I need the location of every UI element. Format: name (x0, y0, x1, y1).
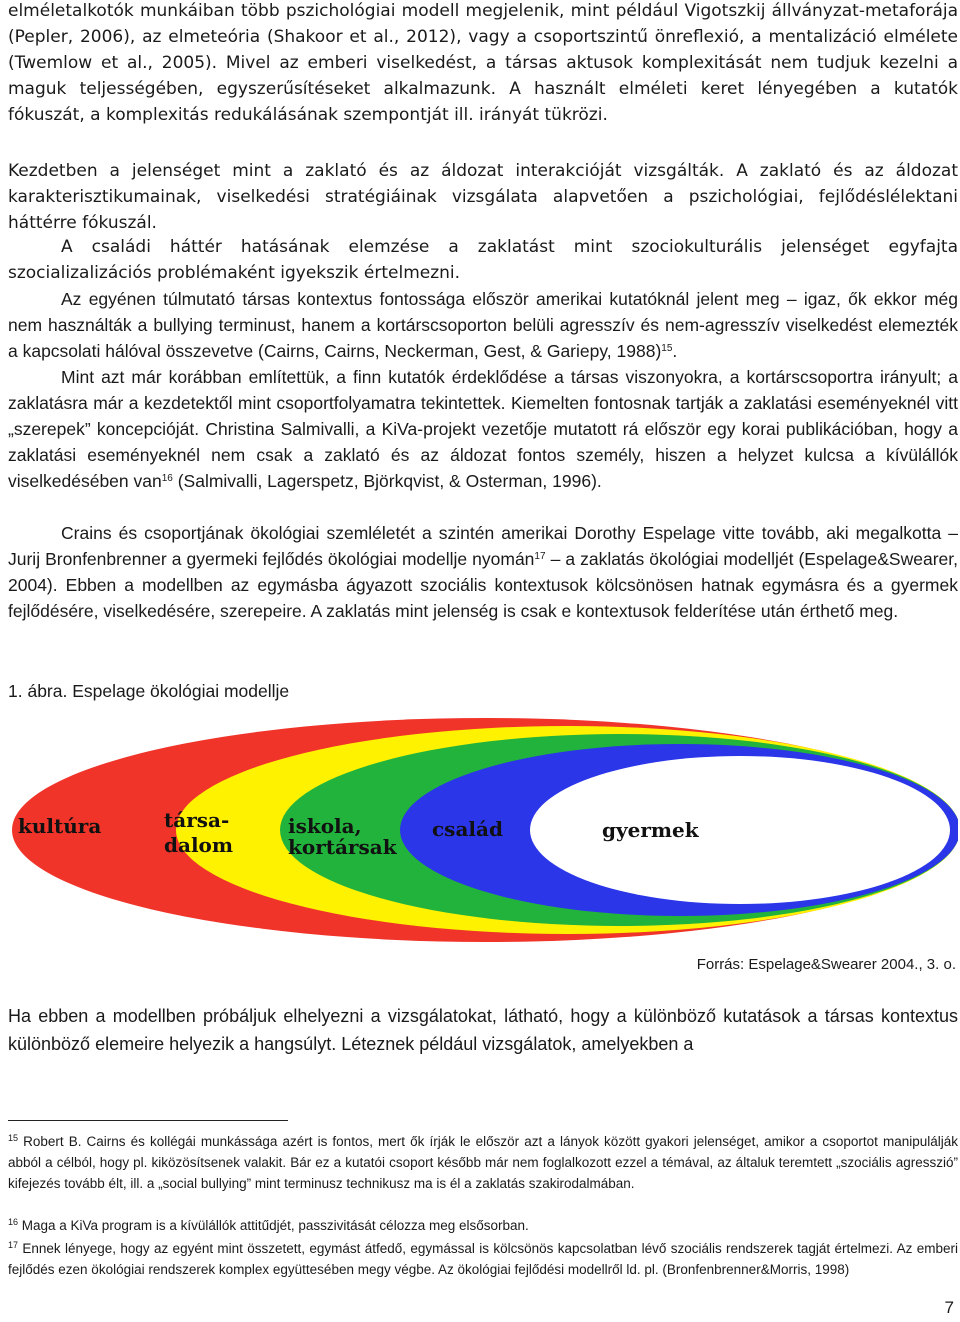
paragraph-3: A családi háttér hatásának elemzése a zaklatást mint szociokulturális jelenséget egyfajta szocializalizációs problémaként igyekszik értelmezni. (8, 237, 958, 283)
figure-source: Forrás: Espelage&Swearer 2004., 3. o. (696, 956, 956, 973)
footnote-17 (8, 1238, 958, 1280)
layer-child (530, 756, 950, 904)
footnote-rule (8, 1120, 288, 1121)
label-family: család (432, 817, 503, 841)
paragraph-2: Kezdetben a jelenséget mint a zaklató és az áldozat interakcióját vizsgálták. A zaklató és az áldozat karakterisztikumainak, viselkedési stratégiáinak vizsgálata alapvetően a pszichológiai, fejlődéslélektani háttérre fókuszál. (8, 161, 958, 233)
footnote-16 (8, 1215, 958, 1236)
label-school-1: iskola, (288, 814, 362, 838)
footnote-number: 15 (8, 1133, 19, 1143)
paragraph-5 (8, 364, 958, 494)
paragraph-6-end: – a zaklatás ökológiai modelljét (Espelage&Swearer, 2004). Ebben a modellben az egymásba ágyazott szociális kontextusok kölcsönösen hatnak egymásra és a gyermek fejlődésére, viselkedésére, szerepeire. A zaklatás mint jelenség is csak e kontextusok felderítése után érthető meg. (8, 549, 958, 621)
label-society-2: dalom (164, 833, 234, 857)
paragraph-6 (8, 520, 958, 624)
footnote-text: Ennek lényege, hogy az egyént mint összetett, egymást átfedő, egymással is kölcsönös kapcsolatban lévő szociális rendszerek tagját értelmezi. Az emberi fejlődés ezen ökológiai rendszerek komplex együttesében megy végbe. Az ökológiai fejlődési modellről ld. pl. (Bronfenbrenner&Morris, 1998) (8, 1241, 958, 1277)
footnote-text: Maga a KiVa program is a kívülállók attitűdjét, passzivitását célozza meg elsősorban. (18, 1218, 529, 1233)
footnote-number: 17 (8, 1240, 19, 1250)
label-child: gyermek (602, 818, 699, 842)
footnote-ref-16[interactable]: 16 (161, 473, 173, 484)
footnote-15 (8, 1131, 958, 1194)
paragraph-7: Ha ebben a modellben próbáljuk elhelyezni a vizsgálatokat, látható, hogy a különböző kutatások a társas kontextus különböző elemeire helyezik a hangsúlyt. Léteznek például vizsgálatok, amelyekben a (8, 1006, 958, 1054)
footnote-ref-15[interactable]: 15 (661, 343, 673, 354)
figure-caption: 1. ábra. Espelage ökológiai modellje (8, 681, 290, 701)
label-society-1: társa- (164, 808, 230, 832)
paragraph-5-end: (Salmivalli, Lagerspetz, Björkqvist, & Osterman, 1996). (172, 471, 602, 491)
paragraph-6-text: Crains és csoportjának ökológiai szemléletét a szintén amerikai Dorothy Espelage vitte tovább, aki megalkotta – Jurij Bronfenbrenner a gyermeki fejlődés ökológiai modellje nyomán (8, 523, 958, 569)
paragraph-4-end: . (672, 341, 678, 361)
paragraph-4-text: Az egyénen túlmutató társas kontextus fontossága először amerikai kutatóknál jelent meg – igaz, ők ekkor még nem használták a bullying terminust, hanem a kortárscsoporton belüli agresszív és nem-agresszív viselkedést elemezték a kapcsolati hálóval összevetve (Cairns, Cairns, Neckerman, Gest, & Gariepy, 1988) (8, 289, 958, 361)
paragraph-1: elméletalkotók munkáiban több pszichológiai modell megjelenik, mint például Vigotszkij állványzat-metaforája (Pepler, 2006), az elmeteória (Shakoor et al., 2012), vagy a csoportszintű önreflexió, a mentalizáció elmélete (Twemlow et al., 2005). Mivel az emberi viselkedést, a társas aktusok komplexitását nem tudjuk kezelni a maguk teljességében, egyszerűsítéseket alkalmazunk. A használt elméleti keret lényegében a kutatók fókuszát, a komplexitás redukálásának szempontját ill. irányát tükrözi. (8, 1, 958, 125)
paragraph-5-text: Mint azt már korábban említettük, a finn kutatók érdeklődése a társas viszonyokra, a kortárscsoportra irányult; a zaklatásra már a kezdetektől mint csoportfolyamatra tekintettek. Kiemelten fontosnak tartják a zaklatási eseményeknél vitt „szerepek” koncepcióját. Christina Salmivalli, a KiVa-projekt vezetője mutatott rá először egy korai publikációban, hogy a zaklatási eseményeknél nem csak a zaklató és az áldozat fontos személy, hiszen a helyzet kulcsa a kívülállók viselkedésében van (8, 367, 958, 491)
ecological-model-diagram (8, 712, 958, 952)
footnote-text: Robert B. Cairns és kollégái munkássága azért is fontos, mert ők írják le először azt a lányok között gyakori jelenséget, amikor a csoportot manipulálják abból a célból, hogy pl. kiközösítsenek valakit. Bár ez a kutatói csoport később már nem foglalkozott ezzel a témával, az általuk teremtett „szociális agresszió” kifejezés tovább élt, ill. a „social bullying” mint terminusz technikusz ma is él a zaklatás szakirodalmában. (8, 1134, 958, 1191)
paragraph-4 (8, 286, 958, 364)
label-school-2: kortársak (288, 835, 397, 859)
label-culture: kultúra (18, 814, 102, 838)
footnote-ref-17[interactable]: 17 (534, 551, 546, 562)
footnote-number: 16 (8, 1217, 19, 1227)
page-number: 7 (944, 1298, 954, 1317)
